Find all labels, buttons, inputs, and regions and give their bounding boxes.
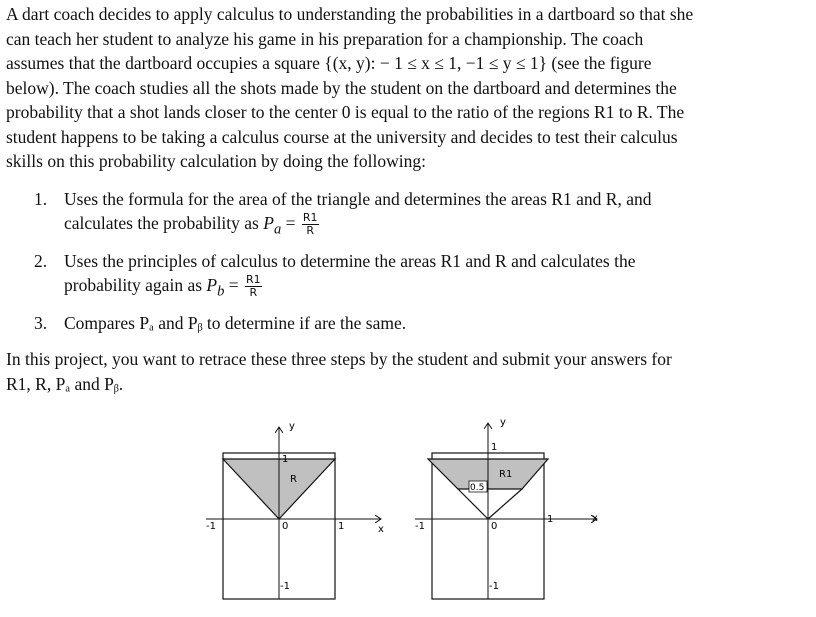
x-tick-left: -1 xyxy=(206,521,216,532)
math-subscript: b xyxy=(217,283,225,300)
closing-line: In this project, you want to retrace these three steps by the student and submit your answers for xyxy=(6,349,672,369)
math-subscript: a xyxy=(273,221,282,238)
origin-label: 0 xyxy=(282,521,289,532)
y-tick-bottom: -1 xyxy=(280,581,290,592)
fraction-denominator: R xyxy=(306,224,315,238)
y-axis-label: y xyxy=(500,417,506,428)
steps-list xyxy=(34,187,786,335)
origin-label: 0 xyxy=(491,521,498,532)
y-tick-top: 1 xyxy=(491,442,498,453)
intro-line: below). The coach studies all the shots made by the student on the dartboard and determines the xyxy=(6,77,677,98)
fraction-numerator: R1 xyxy=(302,211,318,225)
step-3 xyxy=(34,311,786,335)
math-P: P xyxy=(206,275,218,295)
y-tick-bottom: -1 xyxy=(489,581,499,592)
dartboard-figures xyxy=(0,405,640,617)
x-axis-label: x xyxy=(592,513,598,524)
region-label: R xyxy=(290,474,297,485)
step-number: 3. xyxy=(34,313,48,333)
closing-paragraph xyxy=(6,347,786,396)
intro-line: probability that a shot lands closer to the center 0 is equal to the ratio of the regions R1 to R. The xyxy=(6,102,685,122)
y-axis-label: y xyxy=(289,421,295,432)
math-P: P xyxy=(263,213,274,233)
step-text: Uses the formula for the area of the triangle and determines the areas R1 and R, and xyxy=(64,189,652,209)
intro-line: student happens to be taking a calculus course at the university and decides to test their calculus xyxy=(6,126,678,147)
x-axis-label: x xyxy=(378,524,384,535)
step-number: 1. xyxy=(34,189,48,209)
y-tick-top: 1 xyxy=(282,454,289,465)
intro-line: can teach her student to analyze his game in his preparation for a championship. The coach xyxy=(6,28,644,49)
equals-sign: = xyxy=(281,213,300,233)
figures-svg xyxy=(0,405,640,612)
step-formula-line xyxy=(64,211,786,242)
figure-2 xyxy=(415,417,598,599)
step-text: Uses the principles of calculus to determine the areas R1 and R and calculates the xyxy=(64,251,636,271)
fraction-numerator: R1 xyxy=(246,273,261,287)
fraction-denominator: R xyxy=(249,286,258,300)
inner-tick-label: 0.5 xyxy=(470,483,485,493)
x-tick-right: 1 xyxy=(338,521,345,532)
step-formula-line xyxy=(64,273,786,304)
step-text: calculates the probability as xyxy=(64,213,264,233)
step-text: probability again as xyxy=(64,275,207,295)
step-2 xyxy=(34,249,786,311)
equals-sign: = xyxy=(224,275,244,295)
x-tick-left: -1 xyxy=(415,521,425,532)
intro-line: skills on this probability calculation by doing the following: xyxy=(6,151,426,171)
region-label: R1 xyxy=(499,469,513,480)
figure-1 xyxy=(206,421,384,599)
step-1 xyxy=(34,187,786,249)
fraction xyxy=(245,274,262,299)
intro-paragraph xyxy=(6,2,786,174)
step-number: 2. xyxy=(34,251,48,271)
x-tick-right: 1 xyxy=(547,514,554,525)
step-text: Compares Pₐ and Pᵦ to determine if are the same. xyxy=(64,313,407,333)
intro-line: A dart coach decides to apply calculus to understanding the probabilities in a dartboard so that she xyxy=(6,4,694,24)
intro-line: assumes that the dartboard occupies a square {(x, y): − 1 ≤ x ≤ 1, −1 ≤ y ≤ 1} (see the figure xyxy=(6,53,652,73)
fraction xyxy=(302,212,319,237)
closing-line: R1, R, Pₐ and Pᵦ. xyxy=(6,373,124,394)
